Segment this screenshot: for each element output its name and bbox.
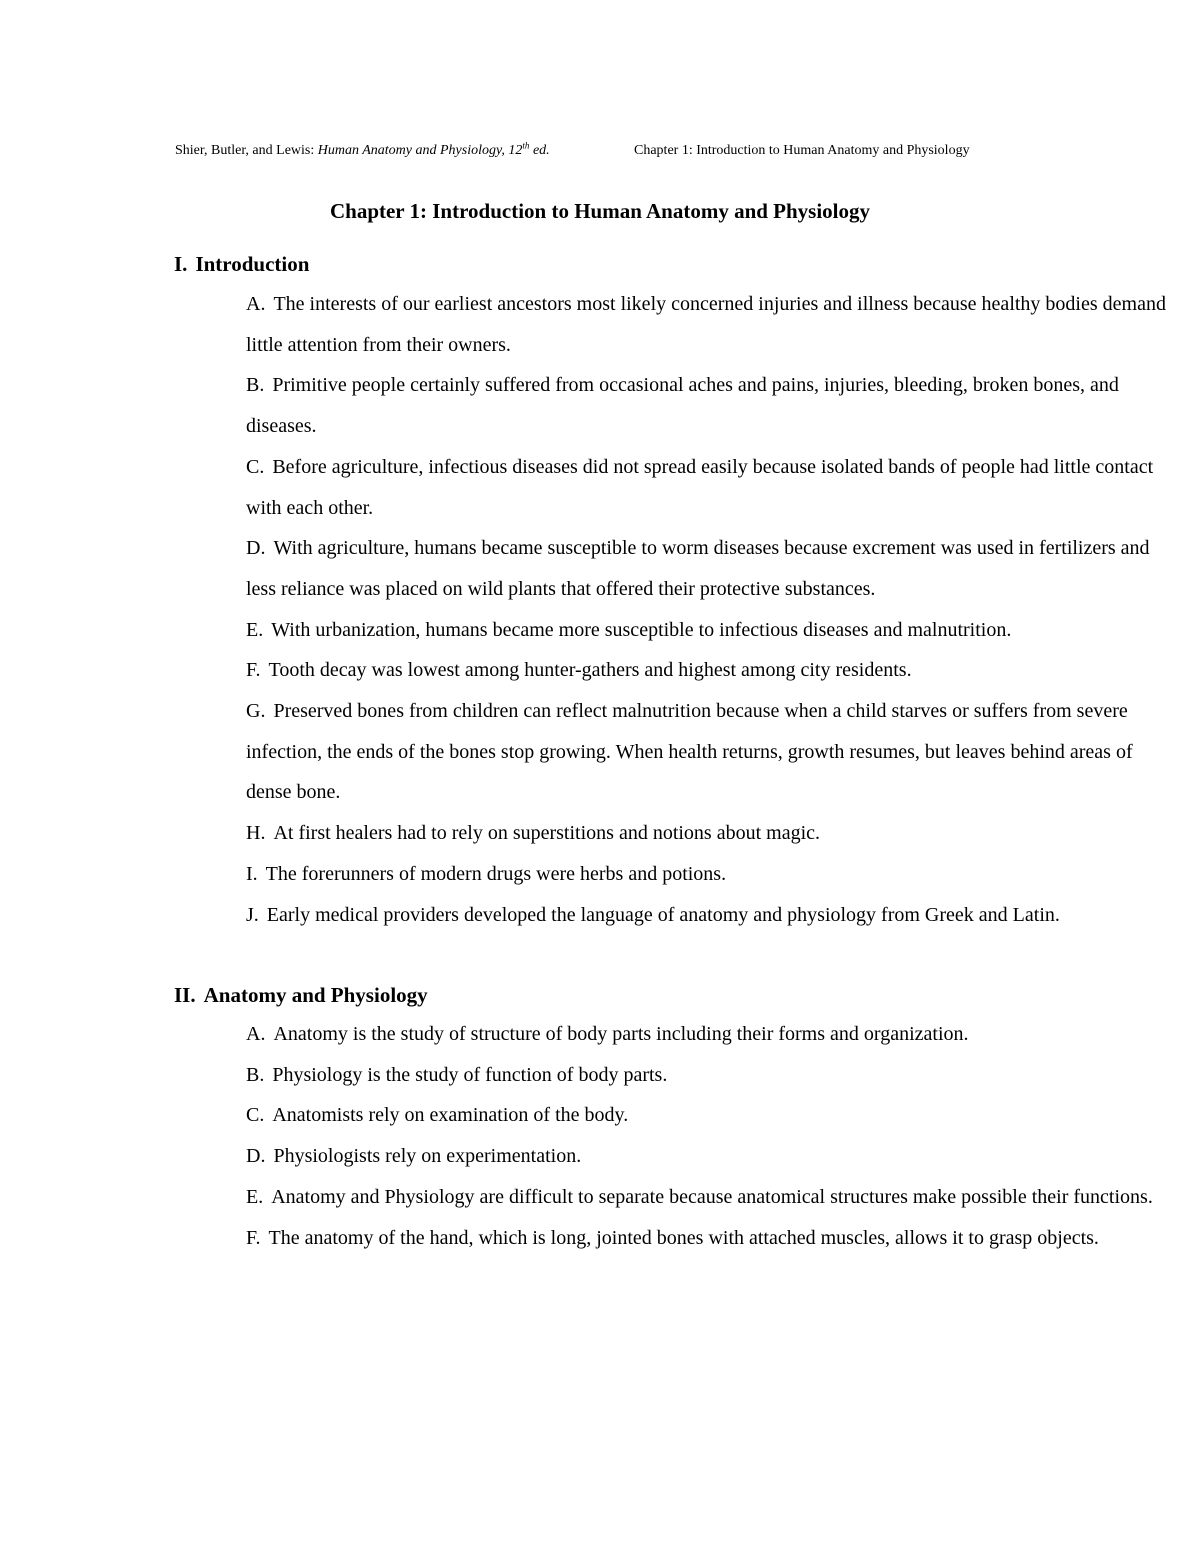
item-letter: C. [246, 1104, 265, 1127]
item-text: Early medical providers developed the language of anatomy and physiology from Greek and Latin. [266, 903, 1060, 926]
outline-item [246, 854, 1166, 895]
header-edition-number: 12 [508, 143, 523, 158]
chapter-title: Chapter 1: Introduction to Human Anatomy and Physiology [329, 199, 871, 223]
header-edition-suffix: th [522, 140, 530, 151]
outline-item [246, 1177, 1166, 1218]
header-authors: Shier, Butler, and Lewis: [175, 143, 315, 158]
outline-item [246, 691, 1166, 813]
item-text: At first healers had to rely on superstitions and notions about magic. [273, 822, 821, 845]
running-header-citation [175, 141, 550, 161]
item-letter: B. [246, 1063, 265, 1086]
section-title: Anatomy and Physiology [203, 983, 428, 1007]
item-letter: D. [246, 537, 266, 560]
item-letter: D. [246, 1145, 266, 1168]
outline-item [246, 1136, 1166, 1177]
item-letter: H. [246, 822, 266, 845]
item-text: Anatomy and Physiology are difficult to separate because anatomical structures make possible their functions. [271, 1185, 1153, 1208]
item-letter: E. [246, 618, 264, 641]
outline-item [246, 528, 1166, 609]
outline-item [246, 1218, 1166, 1259]
outline-item [246, 1095, 1166, 1136]
item-letter: E. [246, 1185, 264, 1208]
outline-item [246, 813, 1166, 854]
outline-item [246, 1014, 1166, 1055]
item-text: Before agriculture, infectious diseases did not spread easily because isolated bands of people had little contact with each other. [246, 455, 1154, 519]
item-letter: A. [246, 293, 266, 315]
outline-item [246, 610, 1166, 651]
item-text: The forerunners of modern drugs were herbs and potions. [265, 862, 727, 885]
item-letter: J. [246, 903, 259, 926]
header-book-title: Human Anatomy and Physiology, [317, 143, 505, 158]
item-letter: F. [246, 1226, 261, 1249]
outline-item [246, 1055, 1166, 1096]
outline-item [246, 447, 1166, 528]
item-text: With agriculture, humans became susceptible to worm diseases because excrement was used in fertilizers and less reliance was placed on wild plants that offered their protective substances. [246, 537, 1150, 600]
section-heading [174, 249, 309, 279]
item-text: Primitive people certainly suffered from occasional aches and pains, injuries, bleeding, broken bones, and diseases. [246, 374, 1119, 438]
item-text: Anatomy is the study of structure of body parts including their forms and organization. [273, 1023, 969, 1045]
item-letter: B. [246, 374, 265, 397]
item-text: Physiologists rely on experimentation. [273, 1145, 582, 1168]
item-text: Preserved bones from children can reflect malnutrition because when a child starves or suffers from severe infection, the ends of the bones stop growing. When health returns, growth resumes, but leaves behind areas of dense bone. [246, 700, 1133, 804]
item-text: Anatomists rely on examination of the body. [272, 1104, 629, 1127]
outline-item [246, 895, 1166, 936]
item-letter: F. [246, 659, 261, 682]
header-chapter: Chapter 1: Introduction to Human Anatomy and Physiology [634, 143, 970, 158]
header-edition-label: ed. [532, 143, 550, 158]
section-title: Introduction [195, 252, 310, 276]
outline-item [246, 284, 1166, 365]
section-number: I. [174, 252, 188, 276]
outline-list [246, 1014, 1166, 1258]
item-text: Tooth decay was lowest among hunter-gathers and highest among city residents. [268, 659, 912, 682]
section-heading [174, 980, 428, 1010]
item-text: Physiology is the study of function of body parts. [272, 1063, 668, 1086]
section-number: II. [174, 983, 196, 1007]
item-letter: I. [246, 862, 258, 885]
outline-item [246, 650, 1166, 691]
item-letter: A. [246, 1023, 266, 1045]
item-text: With urbanization, humans became more susceptible to infectious diseases and malnutrition. [271, 618, 1012, 641]
item-letter: G. [246, 700, 266, 723]
outline-list [246, 284, 1166, 935]
item-letter: C. [246, 455, 265, 478]
outline-item [246, 365, 1166, 446]
item-text: The interests of our earliest ancestors most likely concerned injuries and illness because healthy bodies demand little attention from their owners. [246, 293, 1166, 356]
item-text: The anatomy of the hand, which is long, jointed bones with attached muscles, allows it to grasp objects. [268, 1226, 1099, 1249]
